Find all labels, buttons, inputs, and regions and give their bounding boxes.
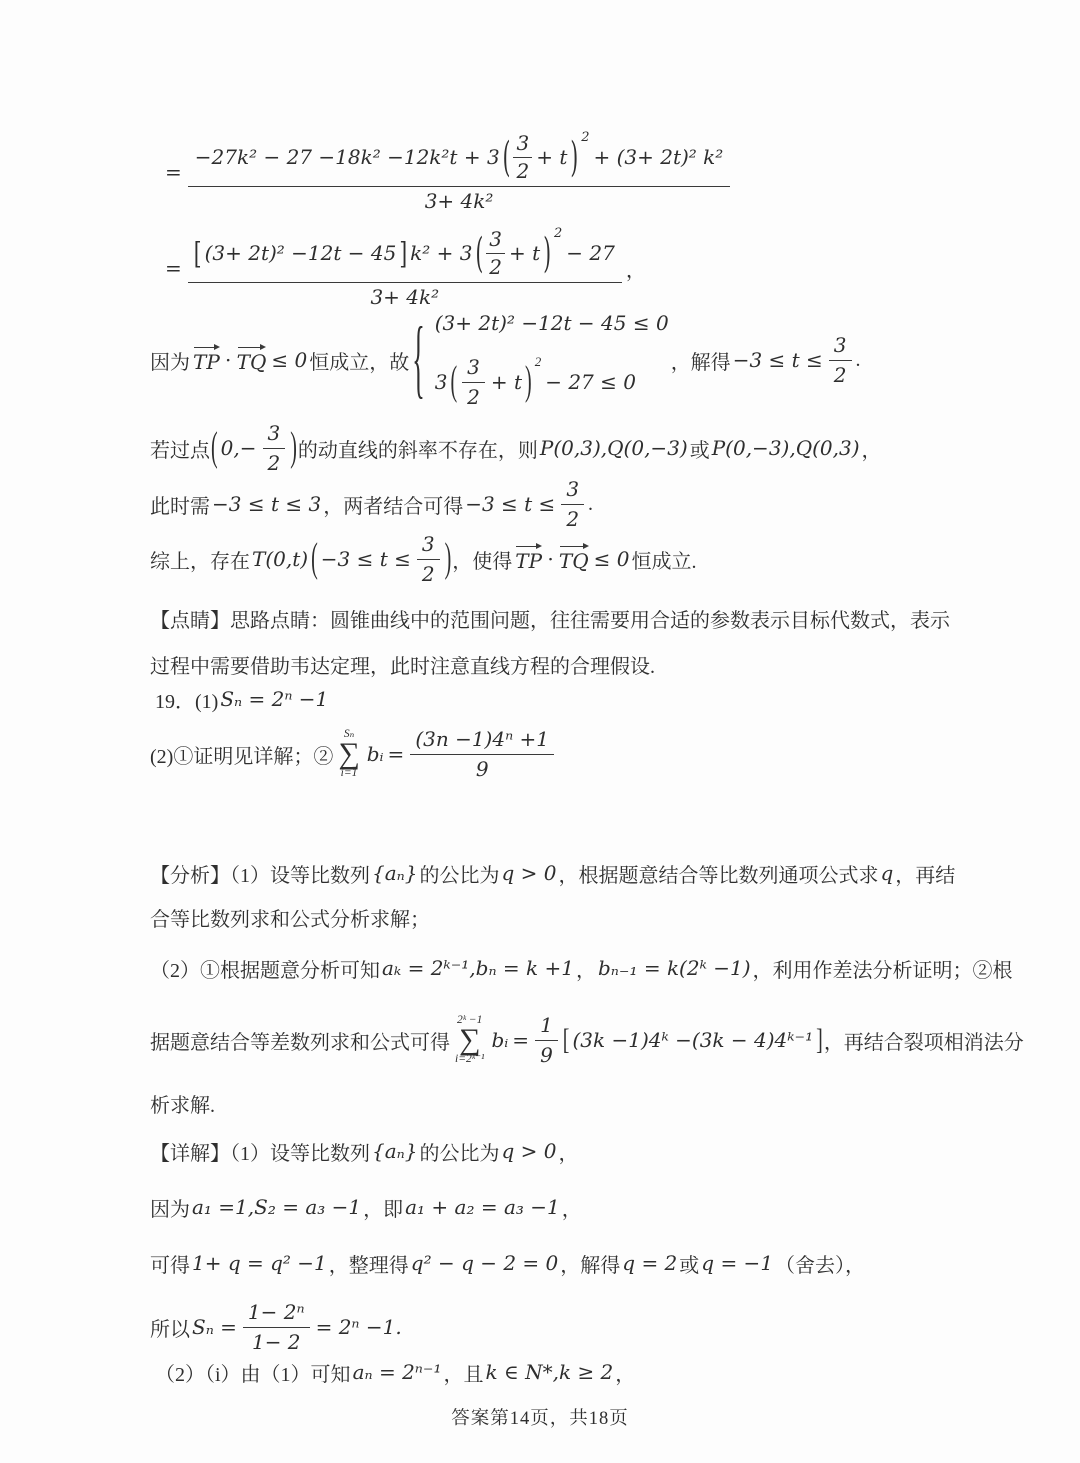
math-run: q = 2 [622,1251,678,1275]
sum-lower-limit: i=1 [340,767,358,779]
left-paren: ( [450,358,458,404]
text-run: 恒成立，故 [309,351,410,374]
math-run: a₁ + a₂ = a₃ −1 [405,1195,560,1219]
page-footer: 答案第14页，共18页 [451,1409,629,1429]
punctuation: ， [625,259,646,282]
inner-numerator: 3 [513,131,532,158]
math-run: bᵢ [491,1028,509,1052]
math-run: (3+ 2t)² −12t − 45 ≤ 0 [434,310,669,335]
exponent: 2 [554,225,563,241]
denominator: 2 [833,362,847,387]
right-bracket: ] [399,234,408,271]
right-paren: ) [444,535,452,581]
numerator: 1 [535,1013,558,1041]
math-run: − 27 ≤ 0 [545,370,636,394]
vector-TQ: TQ [559,545,589,573]
inner-denominator: 2 [489,254,503,279]
fraction [535,1013,558,1068]
text-run: ，解得 [560,1254,621,1277]
text-run: 若过点 [150,439,210,462]
case-2 [433,355,638,410]
text-run: 所以 [150,1318,190,1341]
punctuation: ， [561,1198,582,1221]
text-run: ，且 [443,1363,484,1386]
numerator: 1− 2ⁿ [243,1300,310,1328]
fraction [417,532,440,587]
answer-19-part1 [155,684,330,714]
text-run: 析求解. [150,1094,215,1117]
solution-line-5 [155,1352,635,1392]
fraction [410,727,554,782]
text-run: ，解得 [670,351,731,374]
math-run: Sₙ = 2ⁿ −1 [220,687,329,711]
math-run: {aₙ} [372,861,418,885]
math-run: −3 ≤ t ≤ [465,492,556,516]
solution-line-4 [150,1294,404,1360]
text-run: ，再结合裂项相消法分 [823,1031,1024,1054]
dot-operator: ⋅ [224,348,232,372]
denominator: 9 [540,1042,553,1067]
text-run: 的动直线的斜率不存在，则 [297,439,538,462]
text-run: 【点睛】思路点睛：圆锥曲线中的范围问题，往往需要用合适的参数表示目标代数式，表示 [150,609,950,632]
punctuation: . [588,492,594,515]
display-fraction [188,131,731,214]
numerator: (3n −1)4ⁿ +1 [410,727,554,755]
text-run: ，即 [363,1198,404,1221]
math-run: q = −1 [701,1251,774,1275]
right-paren: ) [525,358,532,404]
punctuation: ， [615,1363,636,1386]
math-run: + t [536,144,568,169]
numerator: 3 [829,333,852,361]
text-run: ，利用作差法分析证明；②根 [752,959,1013,982]
remark-line-2 [150,648,655,680]
cases-line [150,310,861,410]
numerator: 3 [561,477,584,505]
math-run: q² − q − 2 = 0 [410,1251,559,1275]
math-run: P(0,3),Q(0,−3) [539,436,688,460]
text-run: 【分析】（1）设等比数列 [150,864,370,887]
left-paren: ( [502,131,511,181]
math-run: ≤ 0 [593,547,630,571]
denominator: 9 [475,756,489,781]
left-paren: ( [311,535,318,581]
math-run: a₁ =1,S₂ = a₃ −1 [192,1195,362,1219]
math-run: Sₙ = [192,1315,237,1339]
exponent: 2 [581,129,590,145]
denominator: 2 [566,506,580,531]
math-run: + t [509,240,541,265]
math-run: −3 ≤ t ≤ [320,547,411,571]
math-run: −3 ≤ t ≤ [732,348,823,372]
math-run: bᵢ [366,742,384,766]
sum-lower-limit: i=2ᵏ⁻¹ [455,1053,485,1065]
text-run: 【详解】（1）设等比数列 [150,1142,370,1165]
math-run: T(0,t) [252,547,309,571]
equals-sign: = [165,256,182,280]
text-run: ，整理得 [328,1254,409,1277]
math-run: aₖ = 2ᵏ⁻¹,bₙ = k +1 [382,956,574,980]
math-run: P(0,−3),Q(0,3) [711,436,860,460]
vector-TP: TP [193,346,220,374]
math-run: − 27 [566,240,615,265]
text-run: 或 [689,439,710,462]
exponent: 2 [534,353,542,369]
inner-numerator: 3 [486,227,505,254]
left-paren: ( [211,424,218,470]
analysis-line-2 [150,900,430,934]
math-run: aₙ = 2ⁿ⁻¹ [352,1360,442,1384]
punctuation: . [855,348,861,371]
analysis-line-1 [150,856,955,890]
math-run: k² + 3 [410,240,473,265]
denominator: 2 [267,450,281,475]
text-run: 因为 [150,1198,190,1221]
fraction [829,333,852,388]
analysis-line-3 [150,946,1013,990]
right-bracket: ] [816,1022,823,1056]
vector-TQ: TQ [237,346,267,374]
solution-line-3 [150,1246,865,1280]
sum-upper-limit: 2ᵏ −1 [457,1013,483,1026]
math-run: −3 ≤ t ≤ 3 [212,492,322,516]
text-run: ，根据题意结合等比数列通项公式求 [558,864,879,887]
left-bracket: [ [562,1022,570,1056]
math-run: (3+ 2t)² −12t − 45 [204,240,397,265]
summation [455,1015,484,1066]
text-run: 19．(1) [155,690,219,713]
punctuation: ， [861,439,882,462]
math-run: q [880,861,894,885]
inner-denominator: 2 [516,158,530,183]
math-run: 3 [434,370,448,394]
equals-sign: = [512,1028,530,1052]
text-run: 或 [679,1254,700,1277]
cases-brace: { [412,309,425,408]
inner-fraction [513,131,532,184]
display-fraction [188,227,622,310]
analysis-line-4 [150,1002,1024,1078]
analysis-line-5 [150,1088,215,1118]
math-run: + t [490,370,523,394]
numerator [188,131,731,187]
math-run: −27k² − 27 −18k² −12k²t + 3 [194,144,500,169]
math-run: 0,− [220,436,257,460]
text-run: 过程中需要借助韦达定理，此时注意直线方程的合理假设. [150,655,655,678]
vector-TP: TP [515,545,542,573]
left-bracket: [ [193,234,202,271]
remark-line-1 [150,602,950,634]
solution-line-1 [150,1132,578,1170]
equals-sign: = [387,742,405,766]
math-run: 1+ q = q² −1 [192,1251,327,1275]
text-run: 可得 [150,1254,190,1277]
cases-group [433,311,671,410]
inner-numerator: 3 [462,355,485,383]
formula-line-1 [163,122,734,222]
right-paren: ) [290,424,297,470]
vertical-line-case [150,412,882,484]
sigma-symbol: ∑ [338,737,360,770]
text-run: （2）（i）由（1）可知 [155,1363,351,1386]
math-run: = 2ⁿ −1. [315,1315,402,1339]
right-paren: ) [570,131,579,181]
equals-sign: = [165,160,182,184]
text-run: 因为 [150,351,190,374]
inner-fraction [462,355,485,410]
sum-upper-limit: Sₙ [343,727,355,740]
text-run: ，使得 [452,550,513,573]
denominator: 3+ 4k² [370,284,440,309]
denominator: 1− 2 [251,1329,301,1354]
punctuation: ， [558,1142,579,1165]
math-run: bₙ₋₁ = k(2ᵏ −1) [597,956,751,980]
text-run: (2)①证明见详解；② [150,745,334,768]
fraction [561,477,584,532]
text-run: （2）①根据题意分析可知 [150,959,380,982]
text-run: 合等比数列求和公式分析求解； [150,908,430,931]
math-run: q > 0 [501,861,557,885]
text-run: 综上，存在 [150,550,250,573]
fraction [243,1300,310,1355]
math-run: ≤ 0 [271,348,308,372]
inner-fraction [486,227,505,280]
answer-19-part2 [150,720,558,788]
text-run: 恒成立. [631,550,697,573]
solution-line-2 [150,1190,582,1224]
text-run: （舍去）， [775,1254,866,1277]
sigma-symbol: ∑ [459,1023,481,1056]
text-run: 此时需 [150,495,210,518]
text-run: 据题意结合等差数列求和公式可得 [150,1031,450,1054]
formula-line-2 [163,222,646,314]
math-run: {aₙ} [372,1139,418,1163]
conclusion-line [150,528,697,590]
right-paren: ) [543,227,551,277]
math-run: (3k −1)4ᵏ −(3k − 4)4ᵏ⁻¹ [572,1028,814,1052]
text-run: ，再结 [895,864,956,887]
left-paren: ( [475,227,484,277]
case-1 [433,311,671,335]
fraction [263,421,286,476]
combine-line [150,476,593,532]
text-run: 的公比为 [419,864,500,887]
math-run: k ∈ N*,k ≥ 2 [485,1360,614,1384]
summation [338,729,359,780]
denominator: 2 [421,561,435,586]
text-run: ，两者结合可得 [323,495,464,518]
math-run: + (3+ 2t)² k² [593,144,724,169]
text-run: 的公比为 [419,1142,500,1165]
denominator: 3+ 4k² [424,188,494,213]
numerator: 3 [263,421,286,449]
punctuation: ， [575,959,596,982]
inner-denominator: 2 [467,384,480,409]
numerator: 3 [417,532,440,560]
dot-operator: ⋅ [547,547,554,571]
math-run: q > 0 [501,1139,557,1163]
numerator [188,227,622,283]
